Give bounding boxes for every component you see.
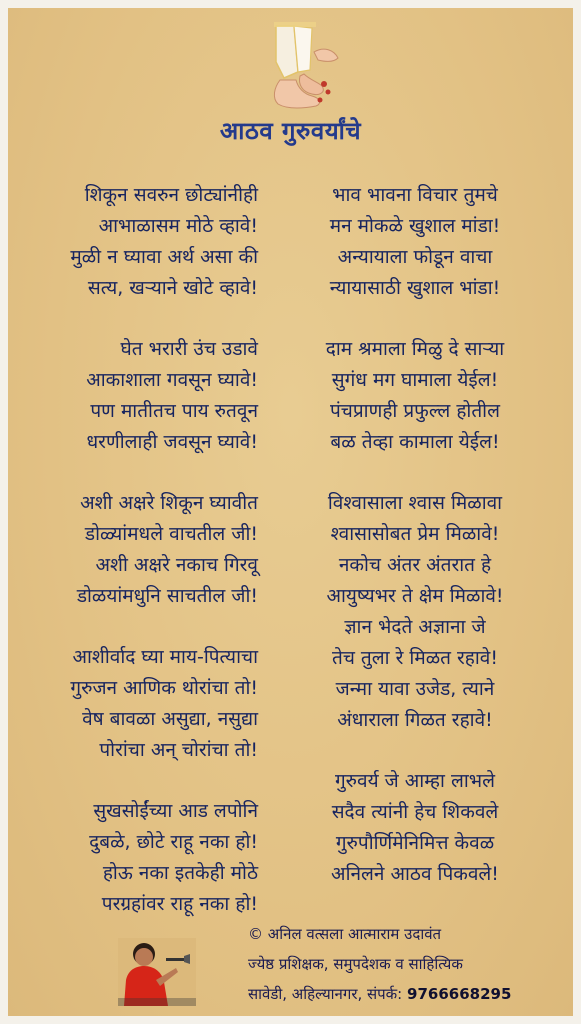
left-stanza-2: [8, 334, 258, 458]
poem-line: गुरुवर्य जे आम्हा लाभले: [334, 770, 496, 792]
poem-line: गुरुजन आणिक थोरांचा तो!: [70, 677, 258, 699]
poem-title: आठव गुरुवर्यांचे: [219, 117, 362, 145]
poem-line: न्यायासाठी खुशाल भांडा!: [329, 277, 501, 299]
poem-line: अशी अक्षरे नकाच गिरवू: [95, 554, 258, 576]
poem-line: पोरांचा अन् चोरांचा तो!: [99, 739, 258, 761]
right-stanza-3: [290, 488, 540, 736]
author-contact: [248, 984, 511, 1004]
poem-line: शिकून सवरुन छोट्यांनीही: [84, 184, 258, 206]
poem-line: पंचप्राणही प्रफुल्ल होतील: [330, 400, 500, 422]
poem-line: डोळ्यांमधले वाचतील जी!: [84, 523, 258, 545]
poem-line: बळ तेव्हा कामाला येईल!: [330, 431, 500, 453]
poem-line: तेच तुला रे मिळत रहावे!: [332, 647, 498, 669]
left-stanza-5: [8, 796, 258, 920]
speaker-portrait: [118, 938, 196, 1006]
poem-line: नकोच अंतर अंतरात हे: [338, 554, 492, 576]
poem-line: आभाळासम मोठे व्हावे!: [98, 215, 258, 237]
poem-line: अनिलने आठव पिकवले!: [331, 863, 499, 885]
poem-line: परग्रहांवर राहू नका हो!: [101, 893, 258, 915]
poem-line: अशी अक्षरे शिकून घ्यावीत: [80, 492, 258, 514]
poem-line: श्वासासोबत प्रेम मिळावे!: [330, 523, 500, 545]
poem-line: घेत भरारी उंच उडावे: [120, 338, 258, 360]
poem-line: आशीर्वाद घ्या माय-पित्याचा: [72, 646, 258, 668]
poem-line: सत्य, खऱ्याने खोटे व्हावे!: [87, 277, 258, 299]
left-stanza-3: [8, 488, 258, 612]
author-credits: [8, 916, 573, 1016]
poem-line: जन्मा यावा उजेड, त्याने: [335, 678, 495, 700]
poem-line: सदैव त्यांनी हेच शिकवले: [331, 801, 499, 823]
poem-line: मन मोकळे खुशाल मांडा!: [329, 215, 501, 237]
right-stanza-4: [290, 766, 540, 890]
poem-line: डोळयांमधुनि साचतील जी!: [76, 585, 258, 607]
poem-line: धरणीलाही जवसून घ्यावे!: [86, 431, 258, 453]
poem-line: सुखसोईंच्या आड लपोनि: [93, 800, 258, 822]
poem-line: आकाशाला गवसून घ्यावे!: [86, 369, 258, 391]
author-name: © अनिल वत्सला आत्माराम उदावंत: [248, 925, 442, 943]
phone-number: 9766668295: [407, 985, 512, 1003]
poem-line: ज्ञान भेदते अज्ञाना जे: [344, 616, 486, 638]
author-address: सावेडी, अहिल्यानगर, संपर्क:: [248, 985, 408, 1003]
left-stanza-1: [8, 180, 258, 304]
poem-line: आयुष्यभर ते क्षेम मिळावे!: [326, 585, 504, 607]
poem-line: दाम श्रमाला मिळु दे साऱ्या: [325, 338, 505, 360]
poem-line: भाव भावना विचार तुमचे: [332, 184, 498, 206]
guru-feet-blessing-icon: [254, 22, 344, 118]
poem-line: अंधाराला गिळत रहावे!: [337, 709, 493, 731]
right-stanza-2: [290, 334, 540, 458]
poem-line: विश्वासाला श्वास मिळावा: [327, 492, 503, 514]
poem-line: अन्यायाला फोडून वाचा: [337, 246, 493, 268]
poem-line: वेष बावळा असुद्या, नसुद्या: [82, 708, 258, 730]
right-column: [290, 180, 540, 890]
poem-card: [8, 8, 573, 1016]
poem-line: होऊ नका इतकेही मोठे: [102, 862, 258, 884]
author-designation: ज्येष्ठ प्रशिक्षक, समुपदेशक व साहित्यिक: [248, 955, 463, 973]
poem-line: मुळी न घ्यावा अर्थ असा की: [70, 246, 258, 268]
right-stanza-1: [290, 180, 540, 304]
left-stanza-4: [8, 642, 258, 766]
left-column: [8, 180, 258, 920]
poem-line: सुगंध मग घामाला येईल!: [331, 369, 499, 391]
poem-line: दुबळे, छोटे राहू नका हो!: [89, 831, 258, 853]
poem-line: पण मातीतच पाय रुतवून: [90, 400, 258, 422]
poem-line: गुरुपौर्णिमेनिमित्त केवळ: [335, 832, 495, 854]
